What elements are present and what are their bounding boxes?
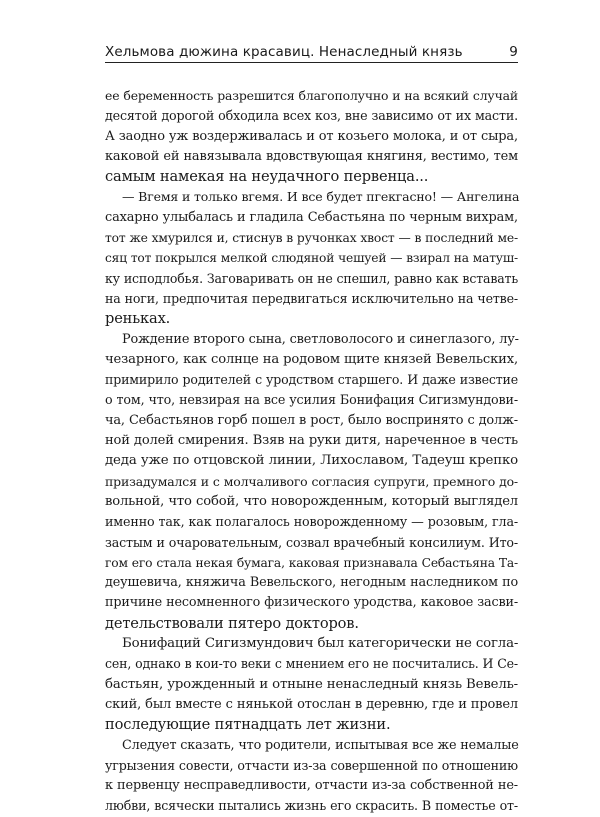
text-line: сен, однако в кои-то веки с мнением его не посчитались. И Се- [105,656,518,672]
text-line: Рождение второго сына, светловолосого и синеглазого, лу- [122,331,519,347]
page-number: 9 [509,44,518,60]
text-line: призадумался и с молчаливого согласия супруги, премного до- [105,473,518,489]
text-line: застым и очаровательным, созвал врачебный консилиум. Ито- [105,534,518,550]
text-line: угрызения совести, отчасти из-за совершенной по отношению [105,757,518,773]
header-rule [105,62,518,63]
text-line: тот же хмурился и, стиснув в ручонках хвост — в последний ме- [105,231,518,246]
text-line: гом его стала некая бумага, каковая признавала Себастьяна Та- [105,555,518,570]
text-line: деда уже по отцовской линии, Лихославом, Тадеуш крепко [105,453,518,469]
text-line: сяц тот покрылся мелкой слюдяной чешуей — взирал на матуш- [105,251,518,266]
text-line: к первенцу несправедливости, отчасти из-за собственной не- [105,778,518,794]
text-line: ку исподлобья. Заговаривать он не спешил, равно как вставать [105,270,518,286]
text-line: Бонифаций Сигизмундович был категорически не согла- [122,636,519,652]
text-line: ский, был вместе с нянькой отослан в деревню, где и провел [105,696,518,712]
text-line: последующие пятнадцать лет жизни. [105,716,391,734]
text-line: реньках. [105,310,171,328]
text-line: любви, всячески пытались жизнь его скрасить. В поместье от- [105,798,518,814]
text-line: на ноги, предпочитая передвигаться исключительно на четве- [105,290,518,306]
text-line: причине несомненного физического уродства, каковое засви- [105,595,518,611]
text-line: о том, что, невзирая на все усилия Бонифация Сигизмундови- [105,392,518,408]
text-line: ча, Себастьянов горб пошел в рост, было воспринято с долж- [105,412,518,428]
text-line: чезарного, как солнце на родовом щите князей Вевельских, [105,351,518,367]
text-line: примирило родителей с уродством старшего. И даже известие [105,372,518,388]
text-line: деушевича, княжича Вевельского, негодным наследником по [105,575,518,591]
text-line: именно так, как полагалось новорожденному — розовым, гла- [105,514,518,530]
text-line: детельствовали пятеро докторов. [105,614,359,632]
text-line: ной долей смирения. Взяв на руки дитя, нареченное в честь [105,433,518,449]
text-line: сахарно улыбалась и гладила Себастьяна по черным вихрам, [105,209,518,225]
running-header [105,38,518,60]
text-line: самым намекая на неудачного первенца... [105,168,429,186]
text-line: десятой дорогой обходила всех коз, вне зависимо от их масти. [105,108,518,124]
text-line: бастьян, урожденный и отныне ненаследный князь Вевель- [105,676,518,692]
text-line: вольной, что собой, что новорожденным, который выглядел [105,493,518,509]
running-title: Хельмова дюжина красавиц. Ненаследный князь [105,44,463,60]
text-line: ее беременность разрешится благополучно и на всякий случай [105,88,518,103]
text-line: А заодно уж воздерживалась и от козьего молока, и от сыра, [105,128,518,144]
text-line: каковой ей навязывала вдовствующая княгиня, вестимо, тем [105,148,518,164]
body-text [105,86,518,817]
text-line: — Вгемя и только вгемя. И все будет пгекгасно! — Ангелина [122,189,520,205]
text-line: Следует сказать, что родители, испытывая все же немалые [122,737,519,753]
